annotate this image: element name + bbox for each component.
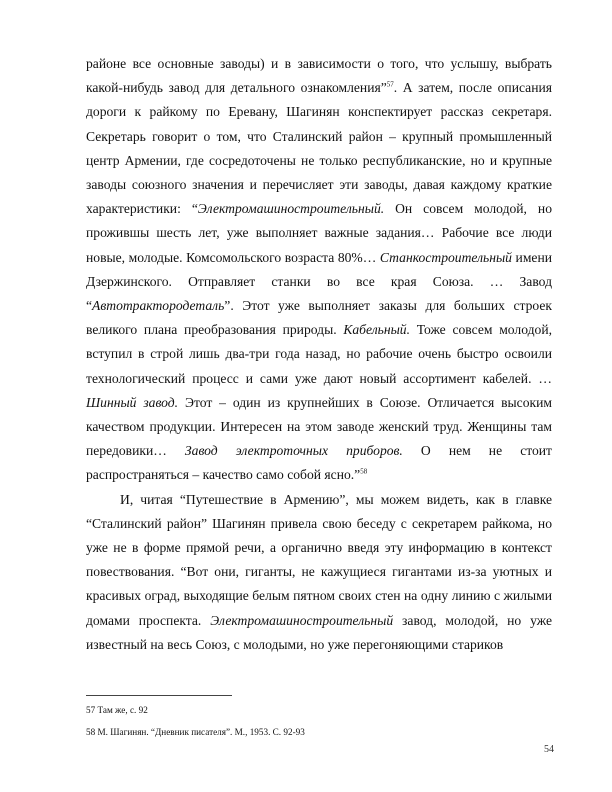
text-run: О нем не стоит распространяться – качество само собой ясно.” [86,443,552,483]
italic-run: Станкостроительный [379,249,512,265]
italic-run: Автотрактородеталь [92,298,225,314]
main-text [86,52,552,657]
page-number: 54 [544,744,554,755]
text-run: Тоже совсем молодой, вступил в строй лишь два-три года назад, но рабочие очень быстро освоили технологический процесс и сами уже дают новый ассортимент кабелей. … [86,322,552,386]
footnote-58: 58 М. Шагинян. “Дневник писателя”. М., 1953. С. 92-93 [86,727,305,737]
text-run: Он совсем молодой, но прожившы шесть лет, уже выполняет важные задания… Рабочие все люди новые, молодые. Комсомольского возраста 80%… [86,201,552,265]
footnote-ref: 57 [386,80,394,89]
text-run: . А затем, после описания дороги к райкому по Еревану, Шагинян конспектирует рассказ секретаря. Секретарь говорит о том, что Сталинский район – крупный промышленный центр Армении, где сосредоточены не только республиканские, но и крупные заводы союзного значения и перечисляет эти заводы, давая каждому краткие характеристики: “ [86,80,553,217]
text-run: ”. Этот уже выполняет заказы для больших строек великого плана преобразования природы. [86,298,552,338]
text-run: И, читая “Путешествие в Армению”, мы можем видеть, как в главке “Сталинский район” Шагинян привела свою беседу с секретарем райкома, но уже не в форме прямой речи, а органично введя эту информацию в контекст повествования. “Вот они, гиганты, не кажущиеся гигантами из-за уютных и красивых оград, выходящие белым пятном своих стен на одну линию с жилыми домами проспекта. [86,491,552,628]
text-run: имени Дзержинского. Отправляет станки во все края Союза. … Завод “ [86,249,553,314]
italic-run: Кабельный. [343,322,410,338]
paragraph [86,52,552,488]
footnote-57: 57 Там же, с. 92 [86,705,148,715]
paragraph [86,488,552,657]
footnotes [86,699,556,743]
text-run: Этот – один из крупнейших в Союзе. Отличается высоким качеством продукции. Интересен на этом заводе женский труд. Женщины там передовики… [86,394,552,459]
text-run: районе все основные заводы) и в зависимости о того, что услышу, выбрать какой-нибудь завод для детального ознакомления” [86,56,552,96]
footnote-divider [86,695,232,696]
italic-run: Электромашиностроительный. [197,201,385,217]
text-run: завод, молодой, но уже известный на весь Союз, с молодыми, но уже перегоняющими стариков [86,612,553,652]
italic-run: Завод электроточных приборов. [184,443,403,459]
footnote-ref: 58 [360,467,368,476]
italic-run: Шинный завод. [86,394,179,410]
italic-run: Электромашиностроительный [210,612,394,628]
